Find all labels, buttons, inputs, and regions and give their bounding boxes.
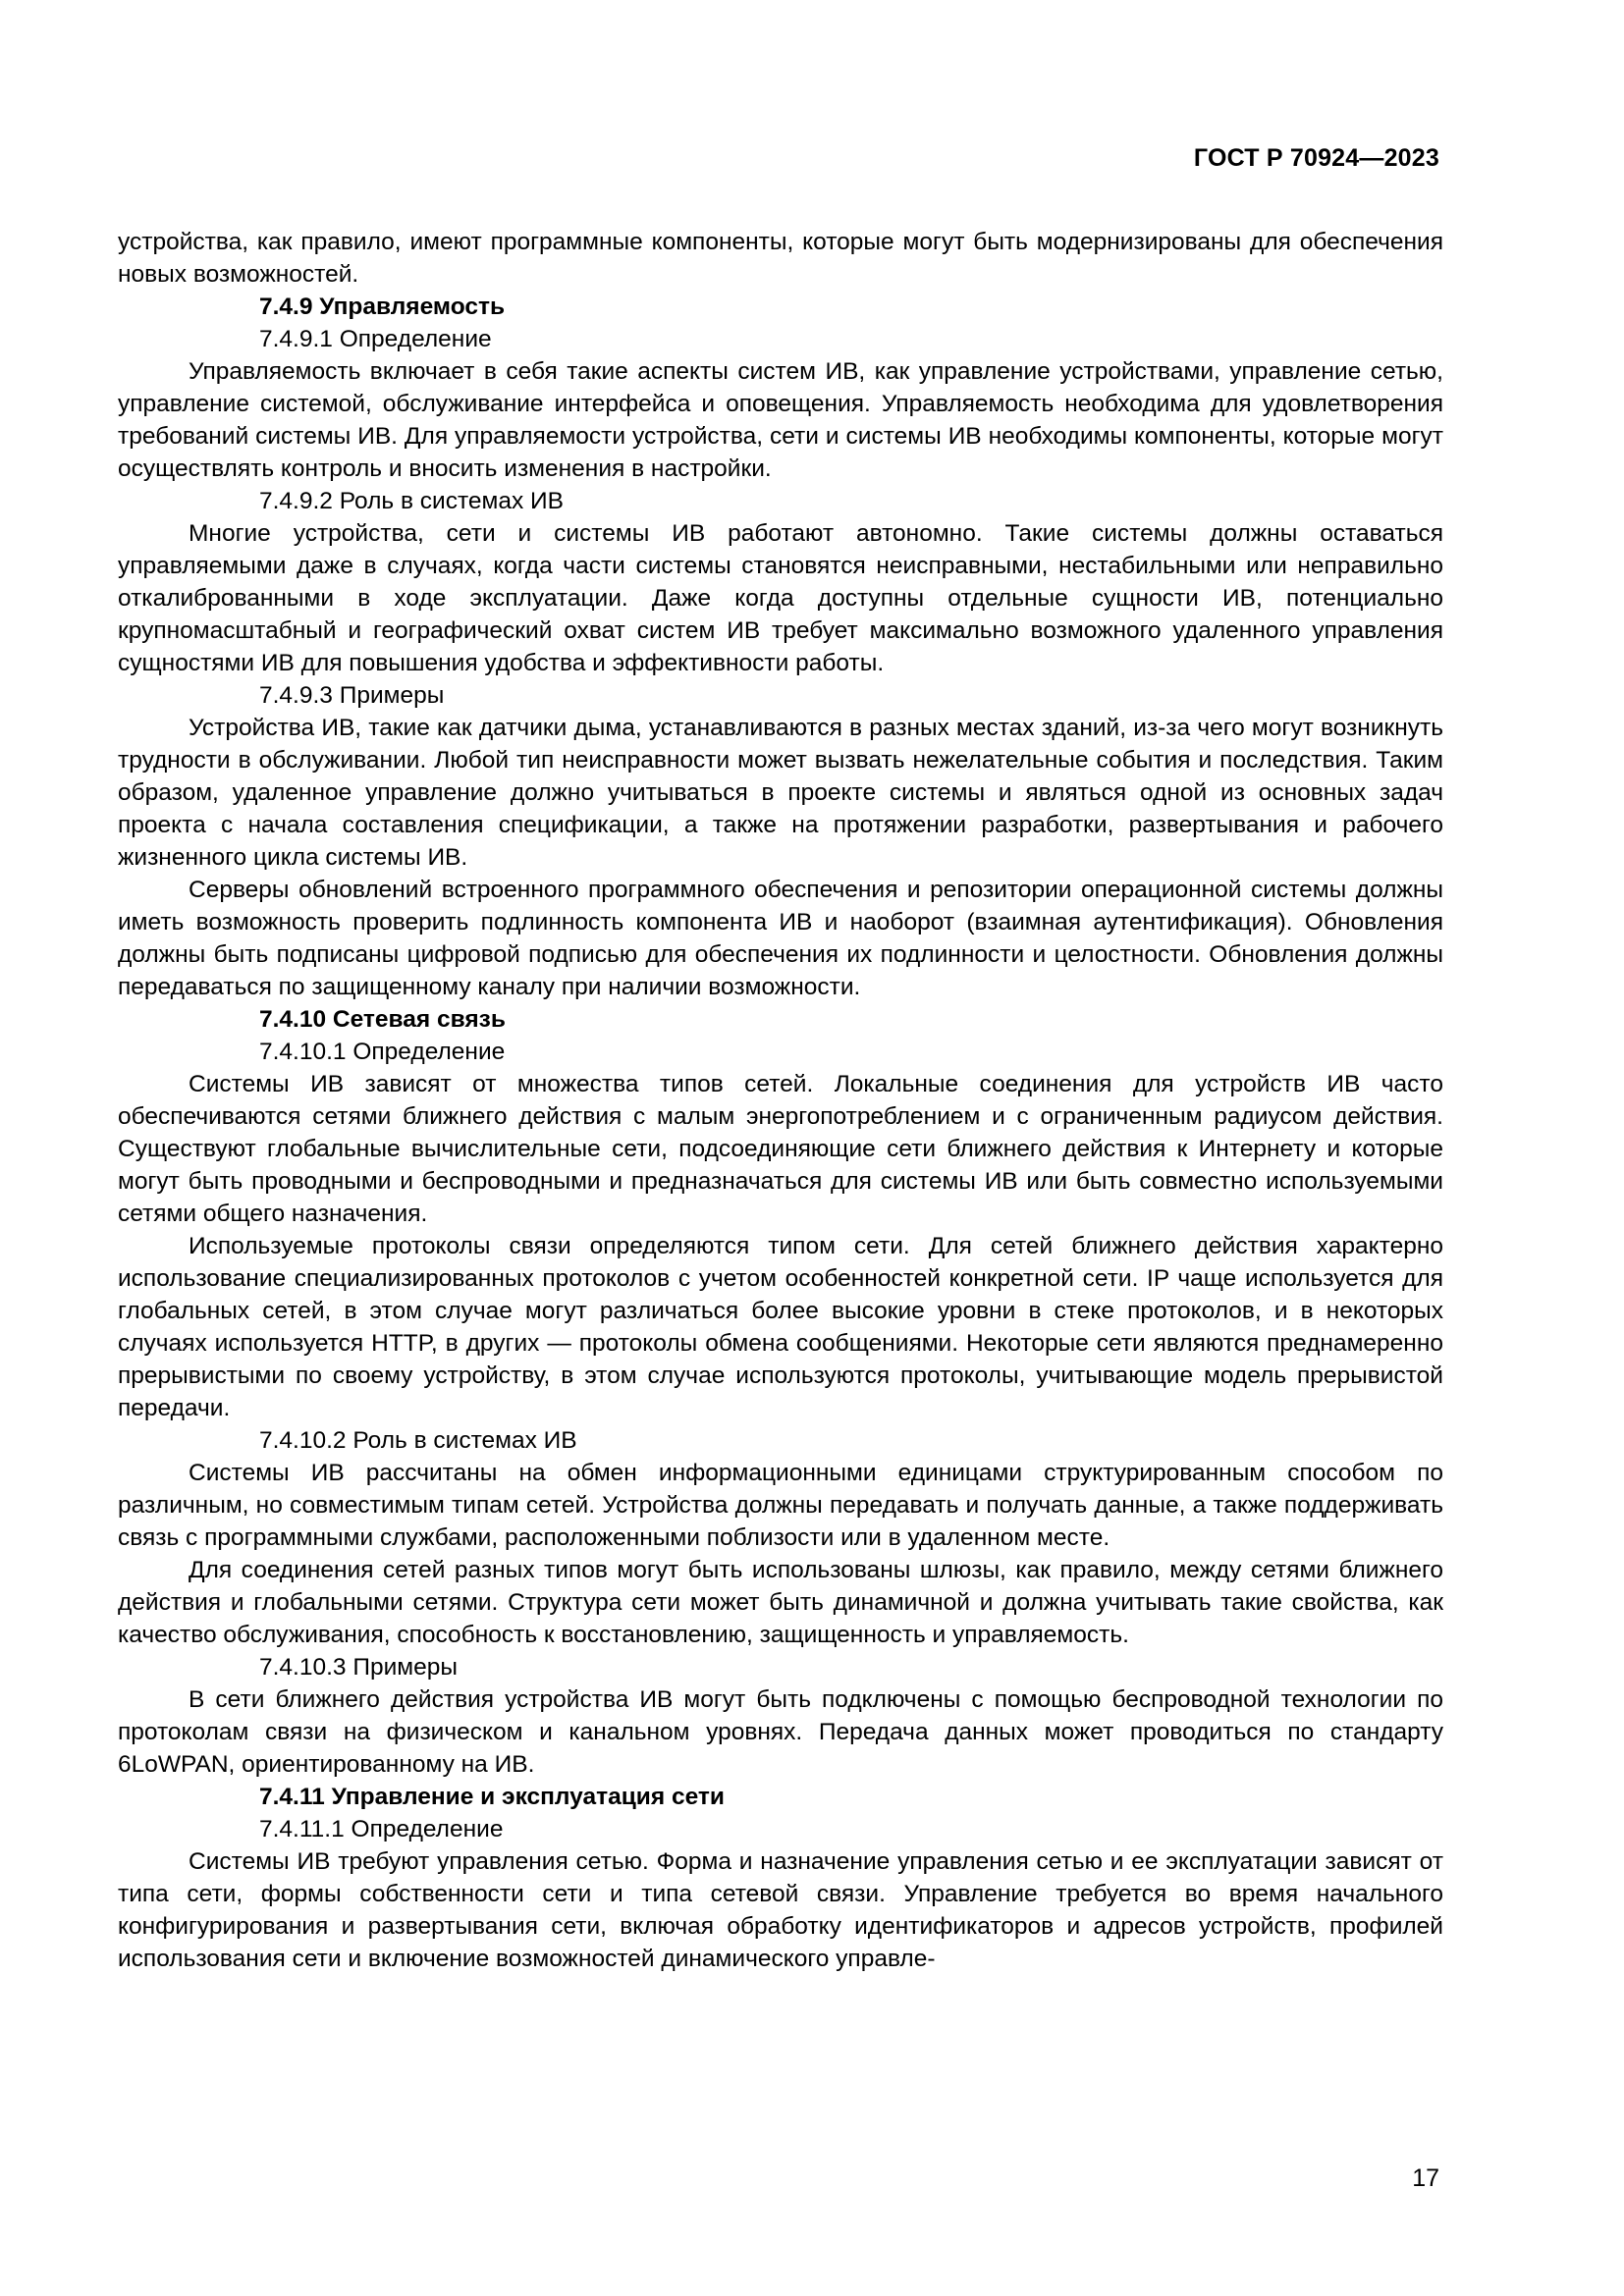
paragraph: Устройства ИВ, такие как датчики дыма, устанавливаются в разных местах зданий, из-за чего могут возникнуть трудности в обслуживании. Любой тип неисправности может вызвать нежелательные события и последствия. Таким образом, удаленное управление должно учитываться в проекте системы и являться одной из основных задач проекта с начала составления спецификации, а также на протяжении разработки, развертывания и рабочего жизненного цикла системы ИВ.	[118, 715, 1443, 871]
paragraph: В сети ближнего действия устройства ИВ могут быть подключены с помощью беспроводной технологии по протоколам связи на физическом и канальном уровнях. Передача данных может проводиться по стандарту 6LoWPAN, ориентированному на ИВ.	[118, 1686, 1443, 1778]
subsection-heading: 7.4.11.1 Определение	[259, 1816, 504, 1842]
page-number: 17	[1412, 2164, 1439, 2192]
paragraph: Системы ИВ требуют управления сетью. Форма и назначение управления сетью и ее эксплуатации зависят от типа сети, формы собственности сети и типа сетевой связи. Управление требуется во время начального конфигурирования и развертывания сети, включая обработку идентификаторов и адресов устройств, профилей использования сети и включение возможностей динамического управле-	[118, 1848, 1443, 1972]
document-header: ГОСТ Р 70924—2023	[1193, 144, 1439, 172]
paragraph: Многие устройства, сети и системы ИВ работают автономно. Такие системы должны оставаться управляемыми даже в случаях, когда части системы становятся неисправными, нестабильными или неправильно откалиброванными в ходе эксплуатации. Даже когда доступны отдельные сущности ИВ, потенциально крупномасштабный и географический охват систем ИВ требует максимально возможного удаленного управления сущностями ИВ для повышения удобства и эффективности работы.	[118, 520, 1443, 676]
paragraph: Системы ИВ рассчитаны на обмен информационными единицами структурированным способом по различным, но совместимым типам сетей. Устройства должны передавать и получать данные, а также поддерживать связь с программными службами, расположенными поблизости или в удаленном месте.	[118, 1460, 1443, 1551]
paragraph: Используемые протоколы связи определяются типом сети. Для сетей ближнего действия характерно использование специализированных протоколов с учетом особенностей конкретной сети. IP чаще используется для глобальных сетей, в этом случае могут различаться более высокие уровни в стеке протоколов, и в некоторых случаях используется HTTP, в других — протоколы обмена сообщениями. Некоторые сети являются преднамеренно прерывистыми по своему устройству, в этом случае используются протоколы, учитывающие модель прерывистой передачи.	[118, 1233, 1443, 1421]
document-body	[118, 226, 1443, 1975]
subsection-heading: 7.4.9.2 Роль в системах ИВ	[259, 488, 565, 514]
subsection-heading: 7.4.10.1 Определение	[259, 1039, 506, 1065]
subsection-heading: 7.4.9.3 Примеры	[259, 682, 445, 709]
subsection-heading: 7.4.9.1 Определение	[259, 326, 492, 352]
paragraph: Управляемость включает в себя такие аспекты систем ИВ, как управление устройствами, управление сетью, управление системой, обслуживание интерфейса и оповещения. Управляемость необходима для удовлетворения требований системы ИВ. Для управляемости устройства, сети и системы ИВ необходимы компоненты, которые могут осуществлять контроль и вносить изменения в настройки.	[118, 358, 1443, 482]
subsection-heading: 7.4.10.2 Роль в системах ИВ	[259, 1427, 577, 1454]
paragraph: Серверы обновлений встроенного программного обеспечения и репозитории операционной системы должны иметь возможность проверить подлинность компонента ИВ и наоборот (взаимная аутентификация). Обновления должны быть подписаны цифровой подписью для обеспечения их подлинности и целостности. Обновления должны передаваться по защищенному каналу при наличии возможности.	[118, 877, 1443, 1000]
section-heading: 7.4.10 Сетевая связь	[259, 1006, 506, 1033]
subsection-heading: 7.4.10.3 Примеры	[259, 1654, 458, 1681]
paragraph-continuation: устройства, как правило, имеют программные компоненты, которые могут быть модернизированы для обеспечения новых возможностей.	[118, 229, 1443, 288]
paragraph: Для соединения сетей разных типов могут быть использованы шлюзы, как правило, между сетями ближнего действия и глобальными сетями. Структура сети может быть динамичной и должна учитывать такие свойства, как качество обслуживания, способность к восстановлению, защищенность и управляемость.	[118, 1557, 1443, 1648]
section-heading: 7.4.11 Управление и эксплуатация сети	[259, 1784, 725, 1810]
paragraph: Системы ИВ зависят от множества типов сетей. Локальные соединения для устройств ИВ часто обеспечиваются сетями ближнего действия с малым энергопотреблением и с ограниченным радиусом действия. Существуют глобальные вычислительные сети, подсоединяющие сети ближнего действия к Интернету и которые могут быть проводными и беспроводными и предназначаться для системы ИВ или быть совместно используемыми сетями общего назначения.	[118, 1071, 1443, 1227]
section-heading: 7.4.9 Управляемость	[259, 294, 506, 320]
